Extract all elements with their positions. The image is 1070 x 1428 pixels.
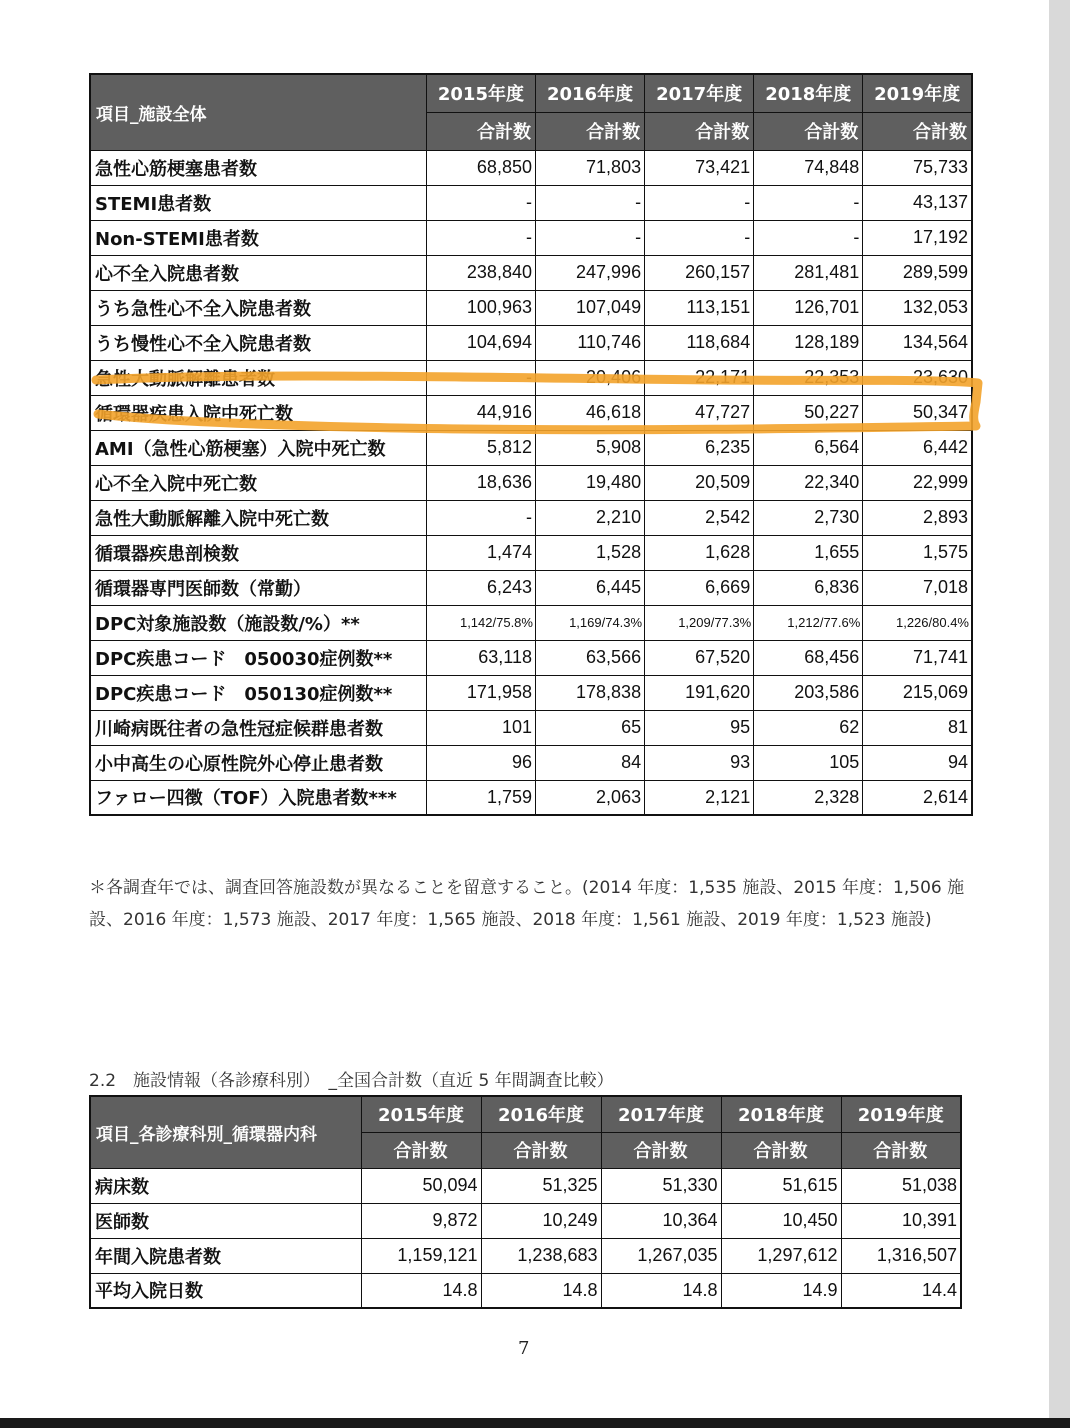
table2-year-2016: 2016年度 [481, 1096, 601, 1132]
cell-value: 1,169/74.3% [535, 605, 644, 640]
cell-value: 2,730 [754, 500, 863, 535]
table-row [90, 220, 972, 255]
cell-value: 107,049 [535, 290, 644, 325]
table-row [90, 780, 972, 815]
cell-value: 203,586 [754, 675, 863, 710]
cell-value: 1,212/77.6% [754, 605, 863, 640]
cell-value: 1,297,612 [721, 1238, 841, 1273]
cell-value: 1,142/75.8% [426, 605, 535, 640]
table1-subheader: 合計数 [645, 112, 754, 150]
row-label: 循環器疾患剖検数 [90, 535, 426, 570]
cell-value: 101 [426, 710, 535, 745]
table-row [90, 395, 972, 430]
cell-value: 2,893 [863, 500, 972, 535]
cell-value: 50,347 [863, 395, 972, 430]
cell-value: 68,456 [754, 640, 863, 675]
row-label: 急性大動脈解離患者数 [90, 360, 426, 395]
row-label: 医師数 [90, 1203, 361, 1238]
cell-value: 14.8 [361, 1273, 481, 1308]
cell-value: 51,038 [841, 1168, 961, 1203]
cell-value: 14.9 [721, 1273, 841, 1308]
cell-value: 7,018 [863, 570, 972, 605]
cell-value: 9,872 [361, 1203, 481, 1238]
cell-value: 2,542 [645, 500, 754, 535]
row-label: ファロー四徴（TOF）入院患者数*** [90, 780, 426, 815]
table-row [90, 430, 972, 465]
cell-value: 6,442 [863, 430, 972, 465]
row-label: うち急性心不全入院患者数 [90, 290, 426, 325]
row-label: DPC疾患コード 050030症例数** [90, 640, 426, 675]
cell-value: 22,171 [645, 360, 754, 395]
table-row [90, 1238, 961, 1273]
cell-value: 63,566 [535, 640, 644, 675]
cell-value: 281,481 [754, 255, 863, 290]
table-row [90, 1203, 961, 1238]
row-label: AMI（急性心筋梗塞）入院中死亡数 [90, 430, 426, 465]
cell-value: 1,159,121 [361, 1238, 481, 1273]
table2-subheader: 合計数 [481, 1132, 601, 1168]
cell-value: 6,445 [535, 570, 644, 605]
cell-value: 1,759 [426, 780, 535, 815]
cell-value: 22,999 [863, 465, 972, 500]
cell-value: 23,630 [863, 360, 972, 395]
row-label: DPC疾患コード 050130症例数** [90, 675, 426, 710]
cell-value: 289,599 [863, 255, 972, 290]
cell-value: 1,474 [426, 535, 535, 570]
cell-value: 10,450 [721, 1203, 841, 1238]
cell-value: 1,316,507 [841, 1238, 961, 1273]
cell-value: 2,210 [535, 500, 644, 535]
cell-value: - [426, 185, 535, 220]
cell-value: 50,094 [361, 1168, 481, 1203]
row-label: 急性心筋梗塞患者数 [90, 150, 426, 185]
cell-value: 96 [426, 745, 535, 780]
cell-value: - [535, 185, 644, 220]
cell-value: 10,249 [481, 1203, 601, 1238]
cell-value: 100,963 [426, 290, 535, 325]
table2-subheader: 合計数 [601, 1132, 721, 1168]
section-title: 2.2 施設情報（各診療科別） _全国合計数（直近 5 年間調査比較） [89, 1071, 614, 1091]
row-label: 平均入院日数 [90, 1273, 361, 1308]
table-row [90, 325, 972, 360]
cell-value: 22,340 [754, 465, 863, 500]
table-row [90, 185, 972, 220]
cell-value: 75,733 [863, 150, 972, 185]
table2-body [90, 1168, 961, 1308]
page-number: 7 [518, 1338, 530, 1359]
cell-value: 14.4 [841, 1273, 961, 1308]
table1-year-2017: 2017年度 [645, 74, 754, 112]
table1-subheader: 合計数 [863, 112, 972, 150]
cell-value: 1,209/77.3% [645, 605, 754, 640]
table-row [90, 290, 972, 325]
table1-year-2015: 2015年度 [426, 74, 535, 112]
table-row [90, 465, 972, 500]
table-row [90, 150, 972, 185]
row-label: Non-STEMI患者数 [90, 220, 426, 255]
cell-value: 17,192 [863, 220, 972, 255]
row-label: 病床数 [90, 1168, 361, 1203]
table-row [90, 675, 972, 710]
row-label: 年間入院患者数 [90, 1238, 361, 1273]
cell-value: 134,564 [863, 325, 972, 360]
cell-value: 51,330 [601, 1168, 721, 1203]
cell-value: 1,528 [535, 535, 644, 570]
cell-value: 62 [754, 710, 863, 745]
cell-value: 2,328 [754, 780, 863, 815]
cell-value: 1,628 [645, 535, 754, 570]
cell-value: - [754, 220, 863, 255]
cell-value: 74,848 [754, 150, 863, 185]
row-label: 心不全入院中死亡数 [90, 465, 426, 500]
row-label: うち慢性心不全入院患者数 [90, 325, 426, 360]
cell-value: 178,838 [535, 675, 644, 710]
table1-year-2018: 2018年度 [754, 74, 863, 112]
cell-value: 1,575 [863, 535, 972, 570]
table-row [90, 745, 972, 780]
cell-value: 6,836 [754, 570, 863, 605]
cell-value: 132,053 [863, 290, 972, 325]
cell-value: 260,157 [645, 255, 754, 290]
table-row [90, 255, 972, 290]
cell-value: 118,684 [645, 325, 754, 360]
table2-subheader: 合計数 [361, 1132, 481, 1168]
cell-value: 5,812 [426, 430, 535, 465]
cell-value: 6,669 [645, 570, 754, 605]
row-label: STEMI患者数 [90, 185, 426, 220]
cell-value: - [426, 360, 535, 395]
table-row [90, 500, 972, 535]
cell-value: 51,325 [481, 1168, 601, 1203]
cell-value: 6,243 [426, 570, 535, 605]
cell-value: 126,701 [754, 290, 863, 325]
cell-value: 2,614 [863, 780, 972, 815]
cell-value: 43,137 [863, 185, 972, 220]
cell-value: 68,850 [426, 150, 535, 185]
cell-value: 65 [535, 710, 644, 745]
cell-value: 105 [754, 745, 863, 780]
table2-year-2017: 2017年度 [601, 1096, 721, 1132]
cell-value: - [645, 220, 754, 255]
table2-subheader: 合計数 [721, 1132, 841, 1168]
cell-value: 1,226/80.4% [863, 605, 972, 640]
table-row [90, 1273, 961, 1308]
cell-value: 71,741 [863, 640, 972, 675]
cell-value: 50,227 [754, 395, 863, 430]
table1-subheader: 合計数 [426, 112, 535, 150]
cell-value: 2,063 [535, 780, 644, 815]
row-label: DPC対象施設数（施設数/%）** [90, 605, 426, 640]
cell-value: 67,520 [645, 640, 754, 675]
cell-value: 22,353 [754, 360, 863, 395]
cell-value: 47,727 [645, 395, 754, 430]
cell-value: 104,694 [426, 325, 535, 360]
table-row [90, 605, 972, 640]
table1-body [90, 150, 972, 815]
row-label: 急性大動脈解離入院中死亡数 [90, 500, 426, 535]
cell-value: 81 [863, 710, 972, 745]
table-row [90, 360, 972, 395]
cell-value: 20,406 [535, 360, 644, 395]
cell-value: 215,069 [863, 675, 972, 710]
cell-value: 63,118 [426, 640, 535, 675]
facility-overall-table [89, 73, 973, 816]
cell-value: 5,908 [535, 430, 644, 465]
cell-value: - [535, 220, 644, 255]
survey-footnote: ＊各調査年では、調査回答施設数が異なることを留意すること。(2014 年度：1,535 施設、2015 年度：1,506 施設、2016 年度：1,573 施設、2017 年度：1,565 施設、2018 年度：1,561 施設、2019 年度：1,523 施設) [89, 878, 965, 930]
cell-value: 238,840 [426, 255, 535, 290]
cell-value: 73,421 [645, 150, 754, 185]
cell-value: 10,364 [601, 1203, 721, 1238]
table2-year-2018: 2018年度 [721, 1096, 841, 1132]
row-label: 川崎病既往者の急性冠症候群患者数 [90, 710, 426, 745]
cell-value: 2,121 [645, 780, 754, 815]
cell-value: - [754, 185, 863, 220]
cell-value: 128,189 [754, 325, 863, 360]
cell-value: 84 [535, 745, 644, 780]
table2-subheader: 合計数 [841, 1132, 961, 1168]
row-label: 心不全入院患者数 [90, 255, 426, 290]
table1-subheader: 合計数 [535, 112, 644, 150]
table1-header-label: 項目_施設全体 [90, 74, 426, 150]
table2-header-label: 項目_各診療科別_循環器内科 [90, 1096, 361, 1168]
table-row [90, 535, 972, 570]
cell-value: 93 [645, 745, 754, 780]
cell-value: 110,746 [535, 325, 644, 360]
cell-value: 6,564 [754, 430, 863, 465]
cell-value: 46,618 [535, 395, 644, 430]
cell-value: 247,996 [535, 255, 644, 290]
cell-value: 20,509 [645, 465, 754, 500]
row-label: 循環器専門医師数（常勤） [90, 570, 426, 605]
cardiology-department-table [89, 1095, 962, 1309]
table-row [90, 710, 972, 745]
page-edge-bottom [0, 1418, 1070, 1428]
cell-value: 6,235 [645, 430, 754, 465]
cell-value: 18,636 [426, 465, 535, 500]
table1-year-2019: 2019年度 [863, 74, 972, 112]
table2-year-2015: 2015年度 [361, 1096, 481, 1132]
cell-value: - [645, 185, 754, 220]
cell-value: 171,958 [426, 675, 535, 710]
cell-value: 191,620 [645, 675, 754, 710]
table-row [90, 1168, 961, 1203]
table1-year-2016: 2016年度 [535, 74, 644, 112]
cell-value: 51,615 [721, 1168, 841, 1203]
cell-value: 19,480 [535, 465, 644, 500]
cell-value: 1,655 [754, 535, 863, 570]
cell-value: 1,267,035 [601, 1238, 721, 1273]
cell-value: 95 [645, 710, 754, 745]
cell-value: - [426, 500, 535, 535]
table-row [90, 640, 972, 675]
cell-value: 113,151 [645, 290, 754, 325]
cell-value: 1,238,683 [481, 1238, 601, 1273]
row-label: 循環器疾患入院中死亡数 [90, 395, 426, 430]
page-edge-right [1049, 0, 1070, 1428]
cell-value: 94 [863, 745, 972, 780]
cell-value: 14.8 [601, 1273, 721, 1308]
table2-year-2019: 2019年度 [841, 1096, 961, 1132]
table1-subheader: 合計数 [754, 112, 863, 150]
table-row [90, 570, 972, 605]
cell-value: 14.8 [481, 1273, 601, 1308]
row-label: 小中高生の心原性院外心停止患者数 [90, 745, 426, 780]
cell-value: 10,391 [841, 1203, 961, 1238]
cell-value: - [426, 220, 535, 255]
cell-value: 44,916 [426, 395, 535, 430]
cell-value: 71,803 [535, 150, 644, 185]
